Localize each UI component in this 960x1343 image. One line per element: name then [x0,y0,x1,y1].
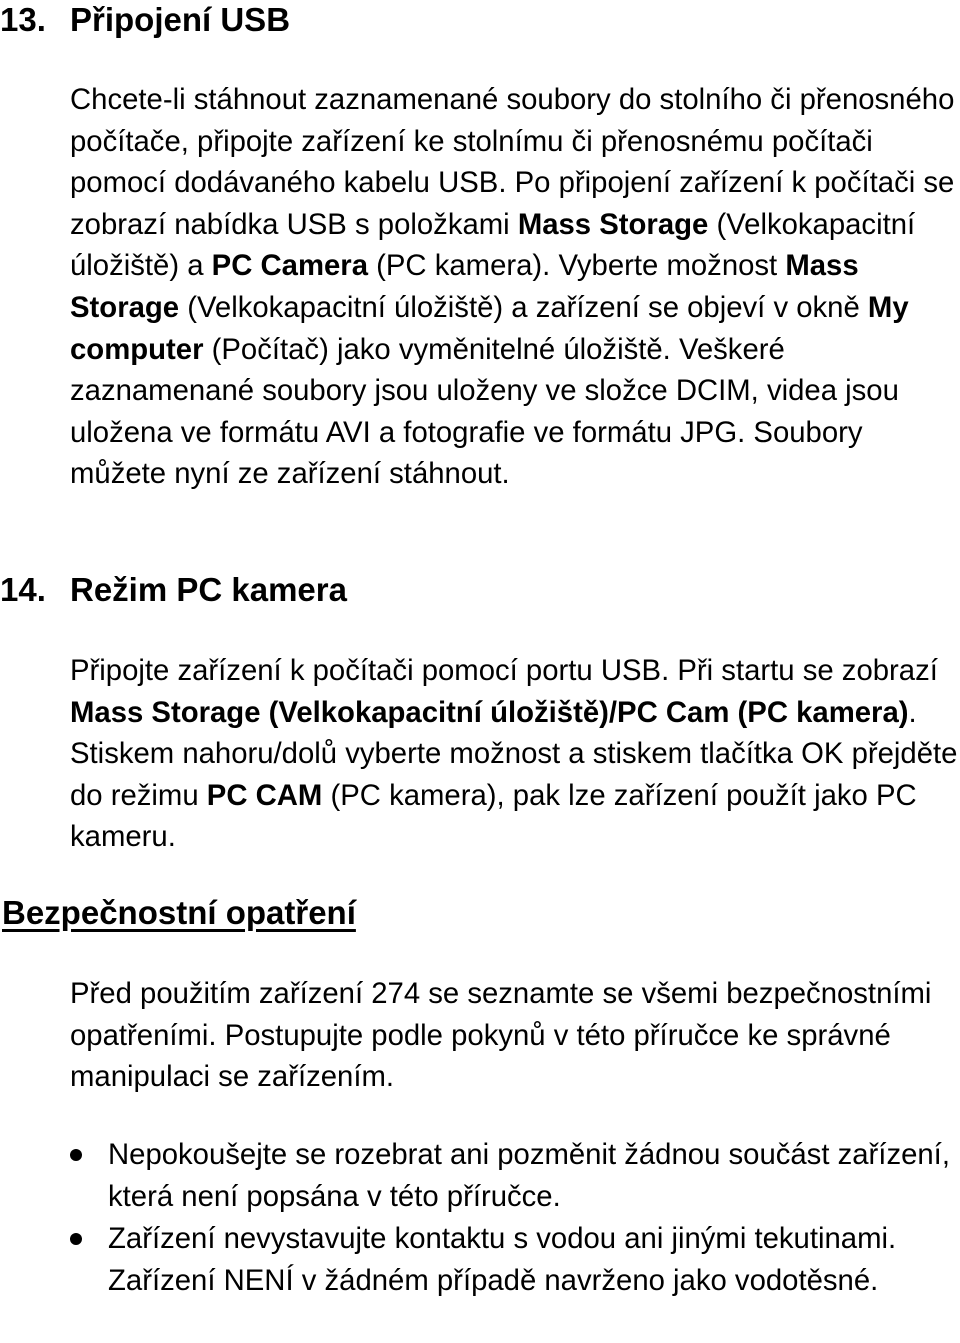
bold-term: PC Camera [211,249,368,283]
bullet-icon [70,1149,82,1161]
text-run: (Velkokapacitní úložiště) a zařízení se objeví v okně [179,290,868,324]
bullet-text: Nepokoušejte se rozebrat ani pozměnit žádnou součást zařízení, která není popsána v této příručce. [108,1138,950,1213]
usb-paragraph [70,79,960,495]
section-heading-pc-camera [0,570,347,610]
pc-camera-paragraph [70,650,960,858]
safety-intro-paragraph: Před použitím zařízení 274 se seznamte se všemi bezpečnostními opatřeními. Postupujte podle pokynů v této příručce ke správné manipulaci se zařízením. [70,977,932,1094]
bullet-icon [70,1233,82,1245]
bold-term: PC CAM [206,778,323,812]
text-run: Chcete-li stáhnout zaznamenané soubory do stolního či přenosného počítače, připojte zařízení ke stolnímu či přenosnému počítači pomocí dodávaného kabelu USB. Po připojení zařízení k počítači se zobrazí nabídka USB s položkami [70,83,955,241]
section-number: 13. [0,1,46,38]
bold-term: My computer [70,290,909,366]
text-run: (Počítač) jako vyměnitelné úložiště. Veškeré zaznamenané soubory jsou uloženy ve složce DCIM, videa jsou uložena ve formátu AVI a fotografie ve formátu JPG. Soubory můžete nyní ze zařízení stáhnout. [70,332,899,491]
bold-term: Mass Storage [70,249,859,324]
list-item [108,1218,960,1301]
text-run: (PC kamera), pak lze zařízení použít jako PC kameru. [70,778,917,854]
bold-term: Mass Storage (Velkokapacitní úložiště)/PC Cam (PC kamera) [70,695,909,729]
text-run: Připojte zařízení k počítači pomocí portu USB. Při startu se zobrazí [70,654,938,687]
safety-heading: Bezpečnostní opatření [2,894,356,931]
bullet-text: Zařízení nevystavujte kontaktu s vodou ani jinými tekutinami. Zařízení NENÍ v žádném případě navrženo jako vodotěsné. [108,1222,897,1297]
text-run: (PC kamera). Vyberte možnost [368,249,786,283]
section-heading-usb [0,0,290,40]
text-run: . Stiskem nahoru/dolů vyberte možnost a stiskem tlačítka OK přejděte do režimu [70,695,958,812]
section-title: Režim PC kamera [70,571,347,608]
text-run: (Velkokapacitní úložiště) a [70,207,916,283]
section-title: Připojení USB [70,1,291,38]
bold-term: Mass Storage [517,207,709,241]
section-number: 14. [0,571,46,608]
list-item [108,1134,960,1217]
